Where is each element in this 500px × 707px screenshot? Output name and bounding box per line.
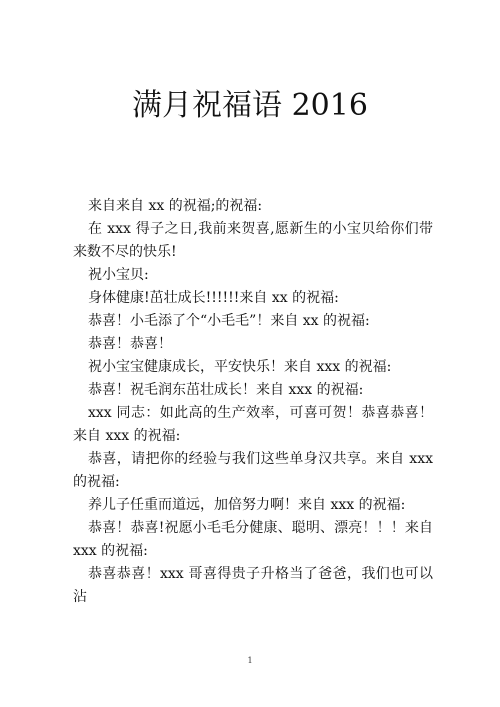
paragraph: 恭喜，请把你的经验与我们这些单身汉共享。来自 xxx 的祝福: [73, 451, 433, 490]
paragraph: 恭喜！恭喜！ [88, 336, 172, 352]
paragraph: 恭喜！小毛添了个“小毛毛”！来自 xx 的祝福: [88, 313, 370, 329]
paragraph: 在 xxx 得子之日,我前来贺喜,愿新生的小宝贝给你们带来数不尽的快乐! [73, 221, 433, 260]
paragraph: 祝小宝宝健康成长，平安快乐！来自 xxx 的祝福: [88, 359, 392, 375]
paragraph: 来自来自 xx 的祝福;的祝福: [88, 198, 263, 214]
paragraph: 养儿子任重而道远，加倍努力啊！来自 xxx 的祝福: [88, 497, 406, 513]
page-number: 1 [247, 656, 253, 665]
paragraph: 恭喜！恭喜!祝愿小毛毛分健康、聪明、漂亮！！！来自 xxx 的祝福: [73, 520, 433, 559]
paragraph: 身体健康!茁壮成长!!!!!!来自 xx 的祝福: [88, 290, 339, 306]
document-title: 满月祝福语 2016 [132, 88, 368, 123]
paragraph: xxx 同志：如此高的生产效率，可喜可贺！恭喜恭喜！来自 xxx 的祝福: [73, 405, 433, 444]
document-body [73, 195, 433, 609]
paragraph: 恭喜！祝毛润东茁壮成长！来自 xxx 的祝福: [88, 382, 364, 398]
paragraph: 祝小宝贝: [88, 267, 149, 283]
paragraph: 恭喜恭喜！xxx 哥喜得贵子升格当了爸爸，我们也可以沾 [73, 566, 433, 605]
